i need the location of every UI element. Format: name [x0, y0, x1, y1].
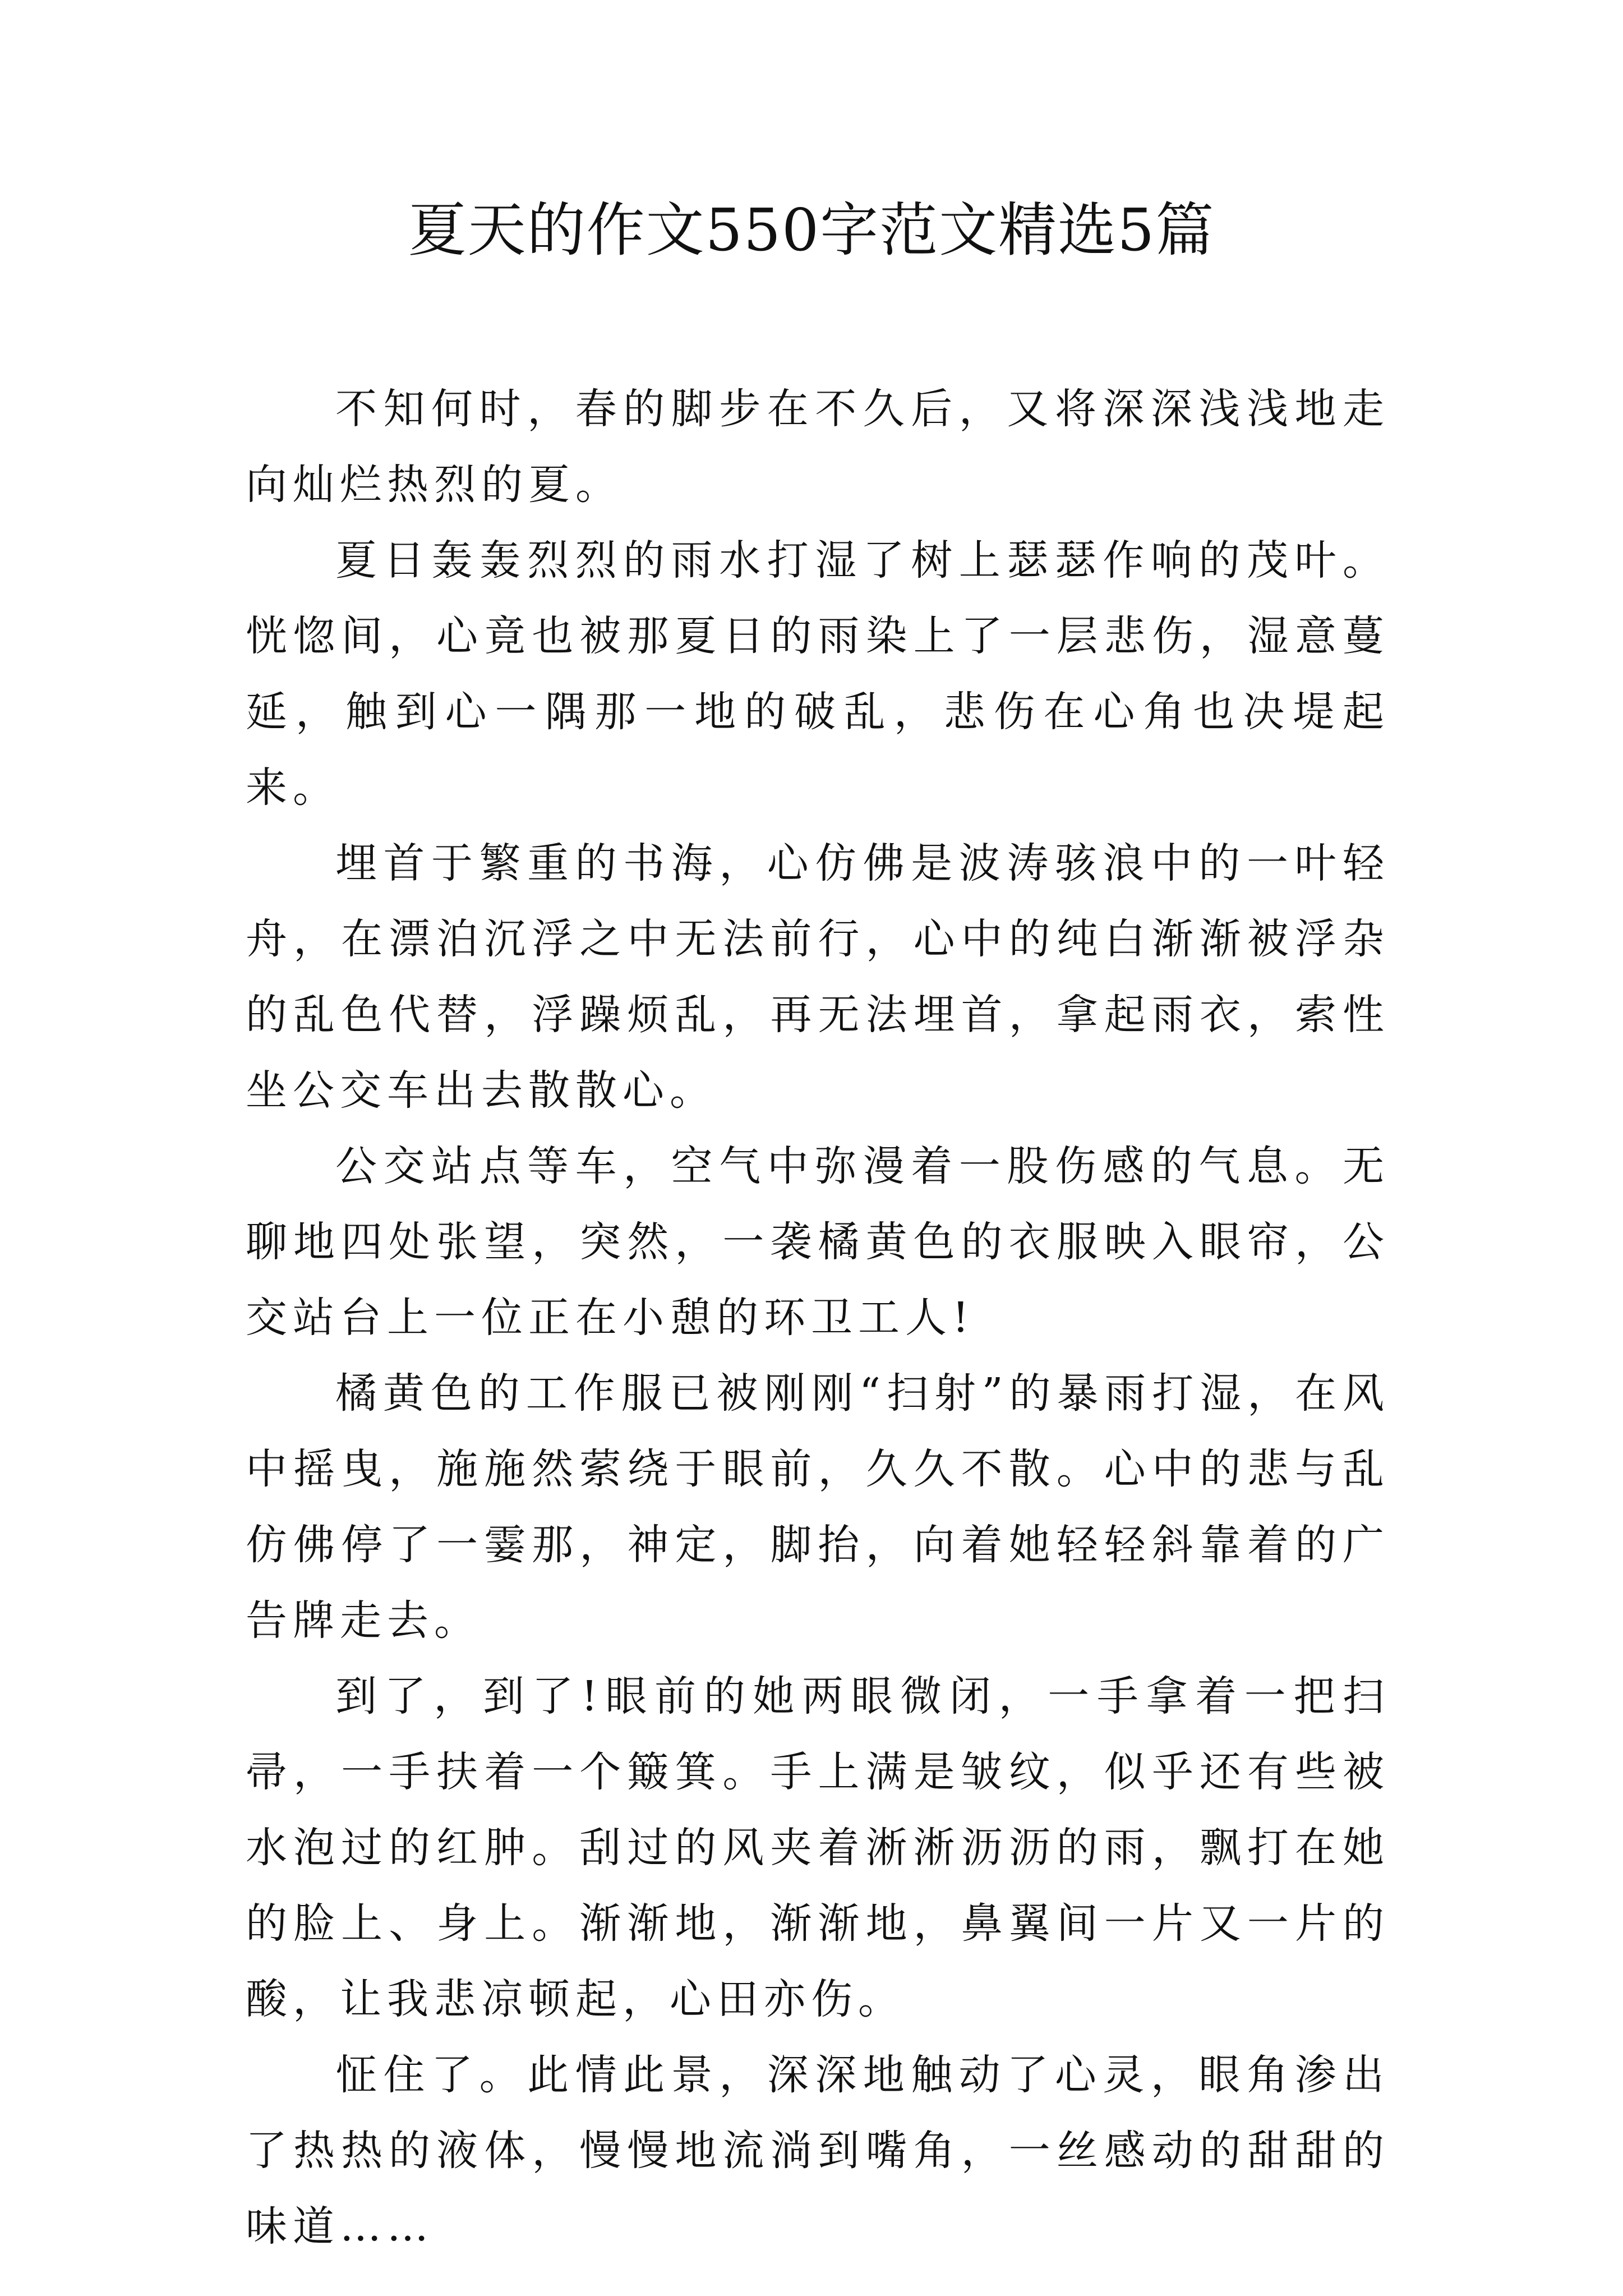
paragraph: 到了，到了!眼前的她两眼微闭，一手拿着一把扫帚，一手扶着一个簸箕。手上满是皱纹，似乎还有些被水泡过的红肿。刮过的风夹着淅淅沥沥的雨，飘打在她的脸上、身上。渐渐地，渐渐地，鼻翼间一片又一片的酸，让我悲凉顿起，心田亦伤。: [246, 1672, 1390, 2023]
paragraph: 公交站点等车，空气中弥漫着一股伤感的气息。无聊地四处张望，突然，一袭橘黄色的衣服映入眼帘，公交站台上一位正在小憩的环卫工人!: [246, 1142, 1390, 1342]
paragraph: 橘黄色的工作服已被刚刚“扫射”的暴雨打湿，在风中摇曳，施施然萦绕于眼前，久久不散。心中的悲与乱仿佛停了一霎那，神定，脚抬，向着她轻轻斜靠着的广告牌走去。: [246, 1369, 1390, 1645]
paragraph: 夏日轰轰烈烈的雨水打湿了树上瑟瑟作响的茂叶。恍惚间，心竟也被那夏日的雨染上了一层悲伤，湿意蔓延，触到心一隅那一地的破乱，悲伤在心角也决堤起来。: [246, 536, 1390, 812]
paragraph: 不知何时，春的脚步在不久后，又将深深浅浅地走向灿烂热烈的夏。: [246, 385, 1390, 509]
paragraph: 埋首于繁重的书海，心仿佛是波涛骇浪中的一叶轻舟，在漂泊沉浮之中无法前行，心中的纯白渐渐被浮杂的乱色代替，浮躁烦乱，再无法埋首，拿起雨衣，索性坐公交车出去散散心。: [246, 839, 1390, 1115]
paragraph: 怔住了。此情此景，深深地触动了心灵，眼角渗出了热热的液体，慢慢地流淌到嘴角，一丝感动的甜甜的味道……: [246, 2051, 1390, 2251]
document-body: [246, 371, 1390, 2265]
document-title: 夏天的作文550字范文精选5篇: [408, 196, 1215, 264]
